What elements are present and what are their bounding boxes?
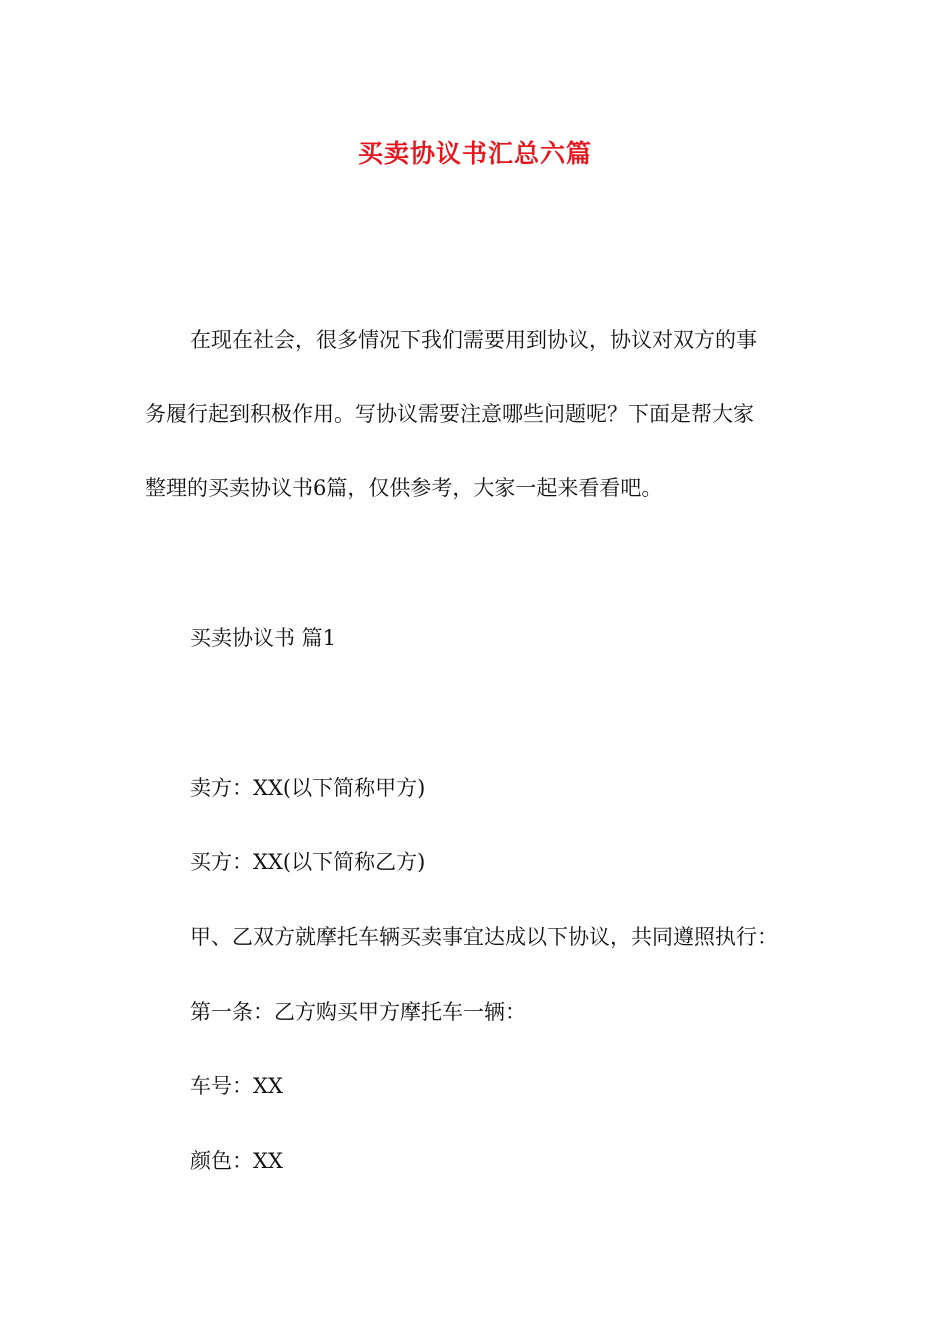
buyer-line: 买方：XX(以下简称乙方) — [190, 850, 426, 874]
seller-line: 卖方：XX(以下简称甲方) — [190, 776, 426, 800]
color-line: 颜色：XX — [190, 1149, 283, 1173]
document-title: 买卖协议书汇总六篇 — [357, 139, 592, 168]
section-heading: 买卖协议书 篇1 — [190, 626, 337, 650]
article-one-line: 第一条：乙方购买甲方摩托车一辆： — [190, 1000, 526, 1024]
intro-line-3: 整理的买卖协议书6篇，仅供参考，大家一起来看看吧。 — [145, 476, 663, 500]
plate-number-line: 车号：XX — [190, 1074, 283, 1098]
intro-line-2: 务履行起到积极作用。写协议需要注意哪些问题呢？下面是帮大家 — [145, 402, 754, 426]
intro-line-1: 在现在社会，很多情况下我们需要用到协议，协议对双方的事 — [190, 328, 757, 352]
agreement-line: 甲、乙双方就摩托车辆买卖事宜达成以下协议，共同遵照执行： — [190, 925, 778, 949]
